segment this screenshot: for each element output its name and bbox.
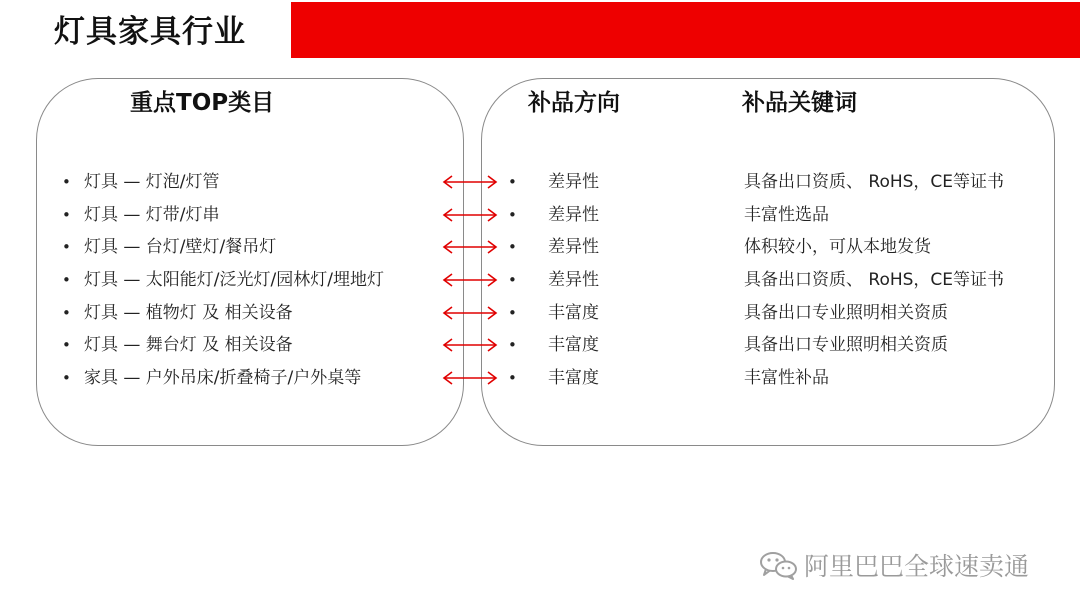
direction-label: 差异性 xyxy=(548,172,599,192)
double-arrow-icon xyxy=(442,337,498,353)
watermark-text: 阿里巴巴全球速卖通 xyxy=(804,552,1030,581)
direction-label: 丰富度 xyxy=(548,335,599,355)
list-item xyxy=(0,265,1080,295)
bullet: • xyxy=(508,271,517,289)
bullet: • xyxy=(62,336,71,354)
watermark xyxy=(758,548,1029,582)
keyword-label: 丰富性补品 xyxy=(744,368,829,388)
keyword-label: 丰富性选品 xyxy=(744,205,829,225)
bullet: • xyxy=(62,173,71,191)
direction-label: 丰富度 xyxy=(548,303,599,323)
keyword-label: 具备出口资质、 RoHS，CE等证书 xyxy=(744,270,1005,290)
category-label: 灯具 — 灯带/灯串 xyxy=(84,205,220,225)
double-arrow-icon xyxy=(442,174,498,190)
direction-label: 丰富度 xyxy=(548,368,599,388)
category-label: 灯具 — 太阳能灯/泛光灯/园林灯/埋地灯 xyxy=(84,270,384,290)
bullet: • xyxy=(62,271,71,289)
keyword-label: 具备出口专业照明相关资质 xyxy=(744,303,948,323)
category-label: 灯具 — 台灯/壁灯/餐吊灯 xyxy=(84,237,277,257)
list-item xyxy=(0,330,1080,360)
double-arrow-icon xyxy=(442,239,498,255)
keywords-heading: 补品关键词 xyxy=(742,90,857,116)
keyword-label: 具备出口专业照明相关资质 xyxy=(744,335,948,355)
title-accent-bar xyxy=(291,2,1080,58)
keyword-label: 体积较小，可从本地发货 xyxy=(744,237,931,257)
category-label: 灯具 — 灯泡/灯管 xyxy=(84,172,220,192)
category-label: 家具 — 户外吊床/折叠椅子/户外桌等 xyxy=(84,368,362,388)
bullet: • xyxy=(62,206,71,224)
list-item xyxy=(0,363,1080,393)
double-arrow-icon xyxy=(442,207,498,223)
list-item xyxy=(0,167,1080,197)
keyword-label: 具备出口资质、 RoHS，CE等证书 xyxy=(744,172,1005,192)
category-label: 灯具 — 舞台灯 及 相关设备 xyxy=(84,335,293,355)
bullet: • xyxy=(508,336,517,354)
bullet: • xyxy=(62,238,71,256)
double-arrow-icon xyxy=(442,370,498,386)
bullet: • xyxy=(62,304,71,322)
double-arrow-icon xyxy=(442,272,498,288)
bullet: • xyxy=(62,369,71,387)
direction-label: 差异性 xyxy=(548,237,599,257)
top-categories-heading: 重点TOP类目 xyxy=(130,90,275,116)
bullet: • xyxy=(508,206,517,224)
bullet: • xyxy=(508,369,517,387)
direction-label: 差异性 xyxy=(548,205,599,225)
category-label: 灯具 — 植物灯 及 相关设备 xyxy=(84,303,293,323)
bullet: • xyxy=(508,238,517,256)
bullet: • xyxy=(508,173,517,191)
list-item xyxy=(0,200,1080,230)
bullet: • xyxy=(508,304,517,322)
list-item xyxy=(0,298,1080,328)
direction-label: 差异性 xyxy=(548,270,599,290)
double-arrow-icon xyxy=(442,305,498,321)
direction-heading: 补品方向 xyxy=(528,90,620,116)
slide-title: 灯具家具行业 xyxy=(54,14,246,50)
list-item xyxy=(0,232,1080,262)
wechat-icon xyxy=(758,550,798,580)
